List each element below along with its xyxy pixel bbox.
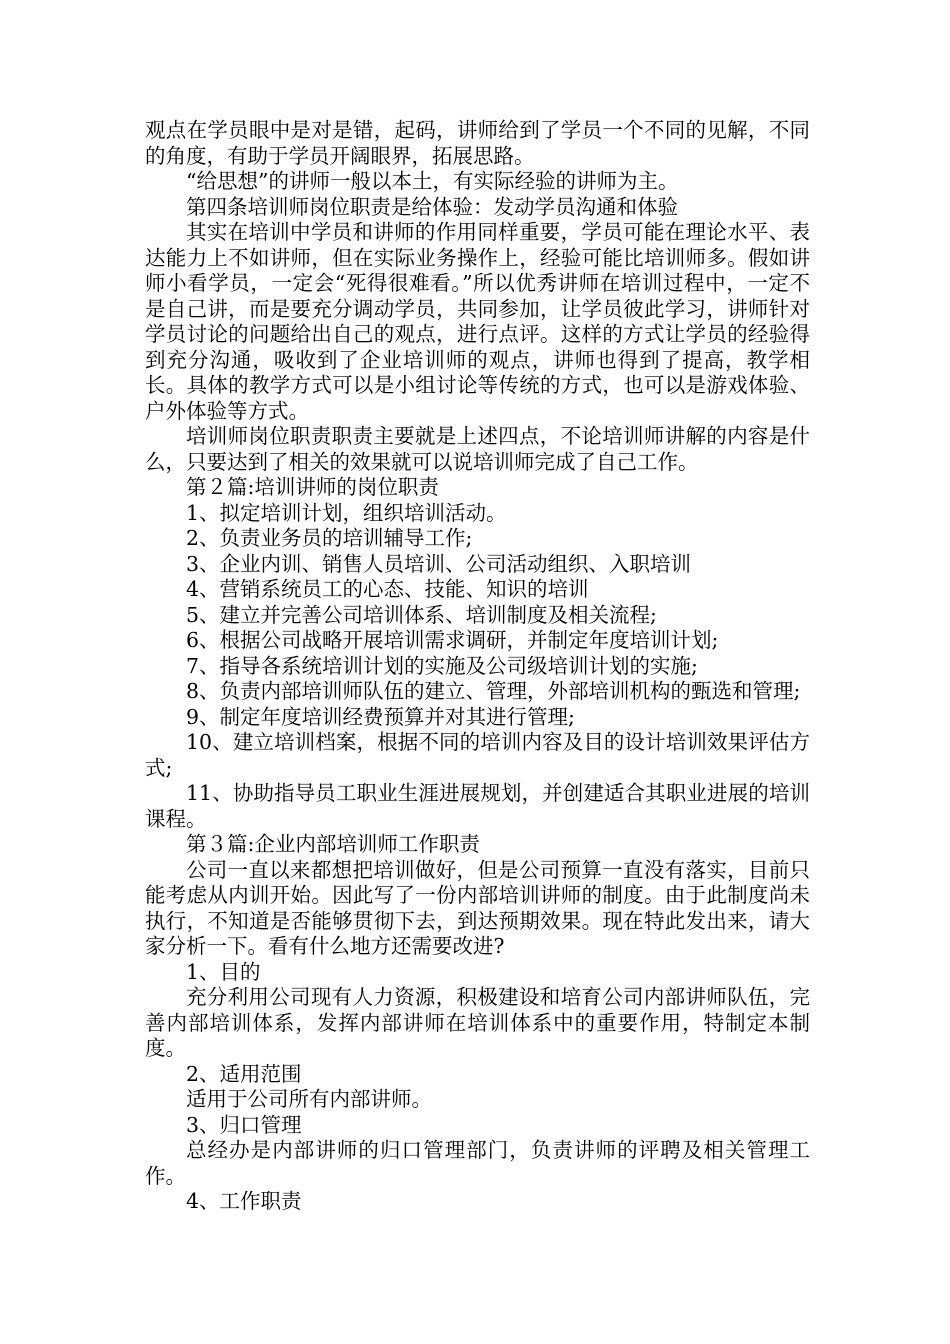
list-item: 8、负责内部培训师队伍的建立、管理，外部培训机构的甄选和管理; bbox=[186, 679, 801, 703]
list-item: 11、协助指导员工职业生涯进展规划，并创建适合其职业进展的培训课程。 bbox=[145, 781, 810, 831]
paragraph: 培训师岗位职责职责主要就是上述四点，不论培训师讲解的内容是什么，只要达到了相关的效果就可以说培训师完成了自己工作。 bbox=[145, 424, 810, 474]
section-heading: 2、适用范围 bbox=[186, 1061, 302, 1086]
list-item: 10、建立培训档案，根据不同的培训内容及目的设计培训效果评估方式; bbox=[145, 730, 810, 780]
chapter-heading: 第３篇:企业内部培训师工作职责 bbox=[186, 832, 480, 856]
paragraph: 其实在培训中学员和讲师的作用同样重要，学员可能在理论水平、表达能力上不如讲师，但在实际业务操作上，经验可能比培训师多。假如讲师小看学员，一定会“死得很难看。”所以优秀讲师在培训过程中，一定不是自己讲，而是要充分调动学员，共同参加，让学员彼此学习，讲师针对学员讨论的问题给出自己的观点，进行点评。这样的方式让学员的经验得到充分沟通，吸收到了企业培训师的观点，讲师也得到了提高，教学相长。具体的教学方式可以是小组讨论等传统的方式，也可以是游戏体验、户外体验等方式。 bbox=[145, 220, 810, 423]
list-item: 3、企业内训、销售人员培训、公司活动组织、入职培训 bbox=[186, 551, 692, 576]
section-heading: 3、归口管理 bbox=[186, 1112, 302, 1137]
paragraph: 总经办是内部讲师的归口管理部门，负责讲师的评聘及相关管理工作。 bbox=[145, 1138, 810, 1188]
list-item: 2、负责业务员的培训辅导工作; bbox=[186, 526, 473, 550]
section-heading: 4、工作职责 bbox=[186, 1189, 302, 1213]
list-item: 7、指导各系统培训计划的实施及公司级培训计划的实施; bbox=[186, 653, 698, 678]
list-item: 1、拟定培训计划，组织培训活动。 bbox=[186, 500, 507, 525]
section-heading: 1、目的 bbox=[186, 959, 261, 984]
list-item: 6、根据公司战略开展培训需求调研，并制定年度培训计划; bbox=[186, 628, 719, 652]
section-heading: 第四条培训师岗位职责是给体验：发动学员沟通和体验 bbox=[186, 194, 678, 219]
paragraph: “给思想”的讲师一般以本土，有实际经验的讲师为主。 bbox=[186, 169, 679, 193]
document-body bbox=[145, 118, 810, 1215]
paragraph: 适用于公司所有内部讲师。 bbox=[186, 1087, 432, 1111]
paragraph: 充分利用公司现有人力资源，积极建设和培育公司内部讲师队伍，完善内部培训体系，发挥内部讲师在培训体系中的重要作用，特制定本制度。 bbox=[145, 985, 810, 1060]
list-item: 9、制定年度培训经费预算并对其进行管理; bbox=[186, 704, 575, 729]
list-item: 5、建立并完善公司培训体系、培训制度及相关流程; bbox=[186, 602, 657, 627]
list-item: 4、营销系统员工的心态、技能、知识的培训 bbox=[186, 577, 589, 601]
chapter-heading: 第２篇:培训讲师的岗位职责 bbox=[186, 475, 439, 499]
paragraph: 公司一直以来都想把培训做好，但是公司预算一直没有落实，目前只能考虑从内训开始。因此写了一份内部培训讲师的制度。由于此制度尚未执行，不知道是否能够贯彻下去，到达预期效果。现在特此发出来，请大家分析一下。看有什么地方还需要改进? bbox=[145, 857, 810, 958]
paragraph: 观点在学员眼中是对是错，起码，讲师给到了学员一个不同的见解，不同的角度，有助于学员开阔眼界，拓展思路。 bbox=[145, 118, 810, 168]
